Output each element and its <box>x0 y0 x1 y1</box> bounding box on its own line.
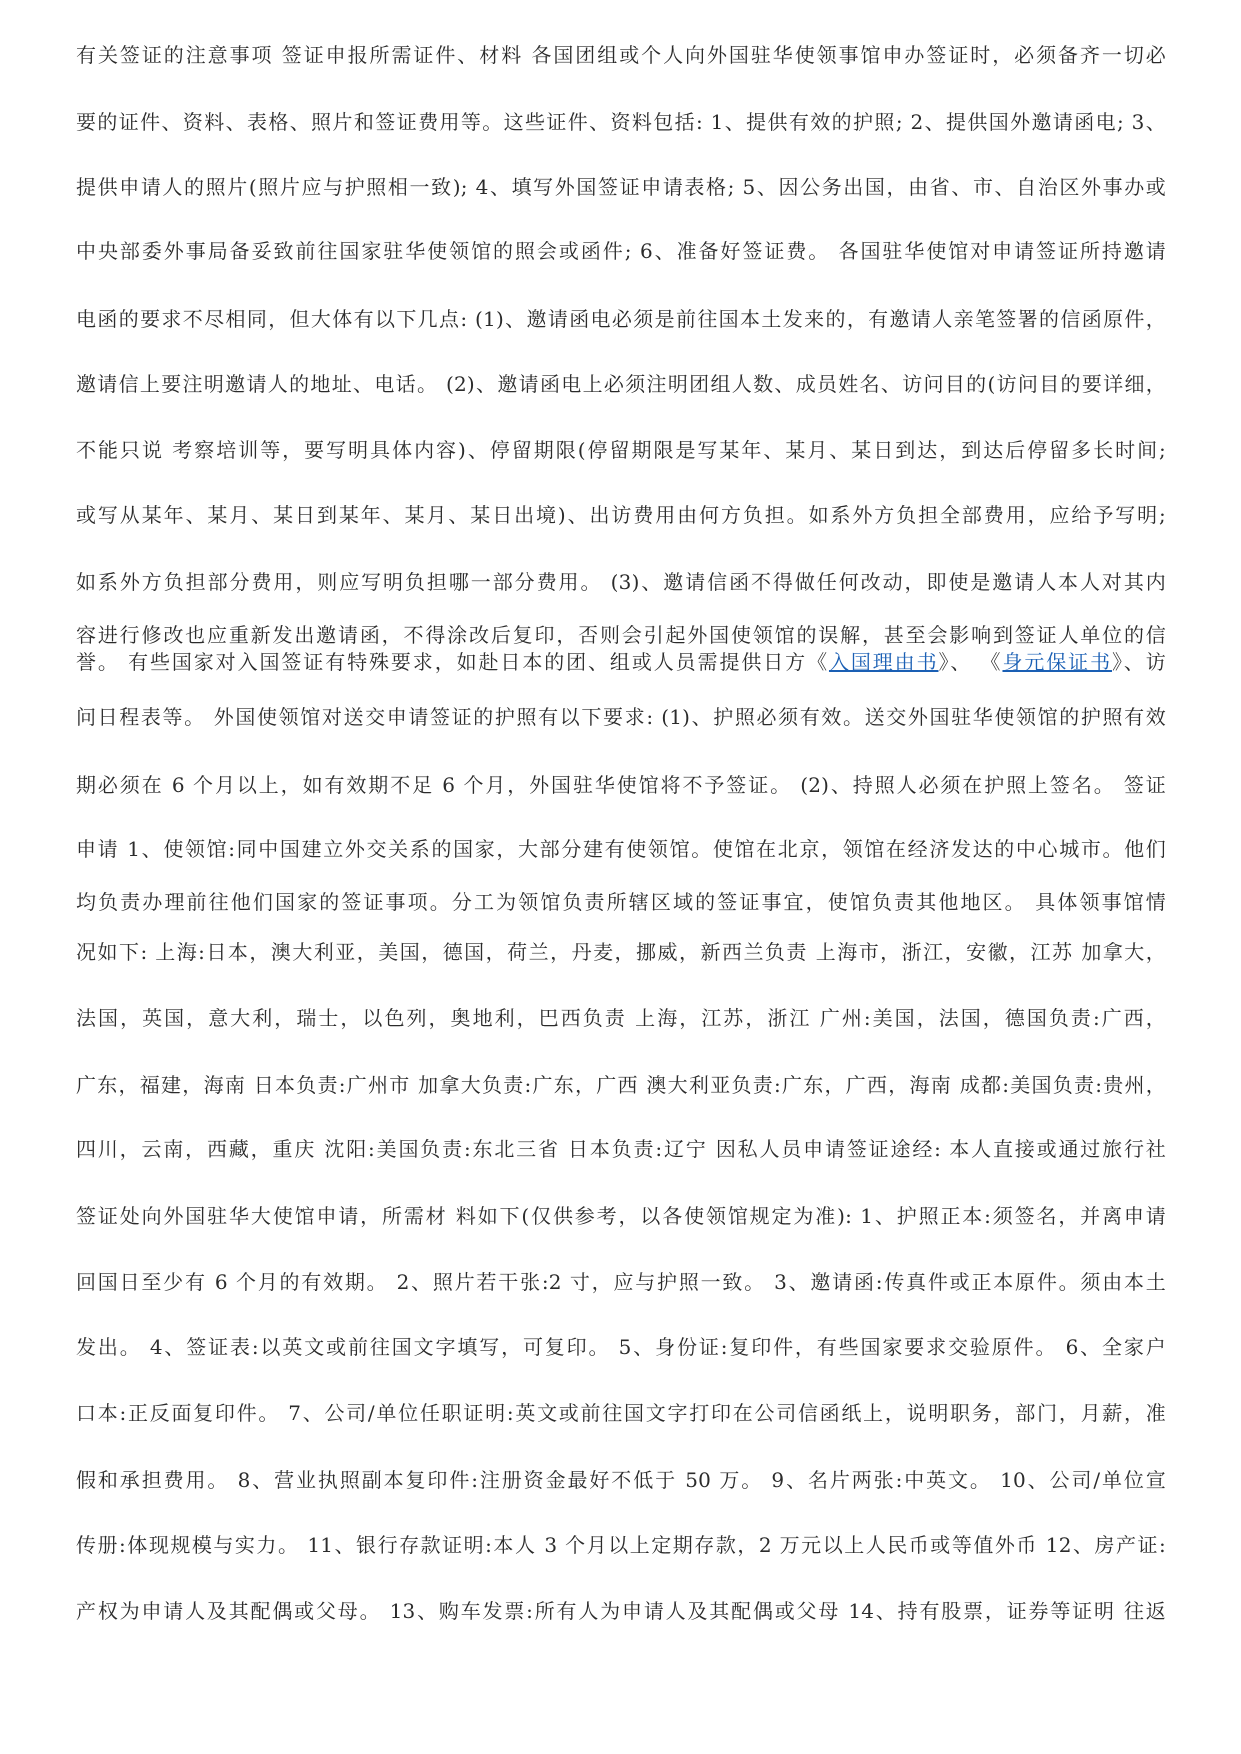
text-line: 申请 1、使领馆:同中国建立外交关系的国家，大部分建有使领馆。使馆在北京，领馆在经济发达的中心城市。他们 <box>76 837 1166 861</box>
text-line: 或写从某年、某月、某日到某年、某月、某日出境)、出访费用由何方负担。如系外方负担全部费用，应给予写明; <box>76 503 1166 527</box>
text-line: 四川，云南，西藏，重庆 沈阳:美国负责:东北三省 日本负责:辽宁 因私人员申请签证途经: 本人直接或通过旅行社 <box>76 1137 1166 1161</box>
text-line: 容进行修改也应重新发出邀请函，不得涂改后复印，否则会引起外国使领馆的误解，甚至会影响到签证人单位的信 <box>76 623 1166 647</box>
text-line: 口本:正反面复印件。 7、公司/单位任职证明:英文或前往国文字打印在公司信函纸上，说明职务，部门，月薪，准 <box>76 1401 1166 1425</box>
text-line: 问日程表等。 外国使领馆对送交申请签证的护照有以下要求: (1)、护照必须有效。送交外国驻华使领馆的护照有效 <box>76 705 1166 729</box>
text-segment: 》、访 <box>1111 650 1166 674</box>
text-line: 不能只说 考察培训等，要写明具体内容)、停留期限(停留期限是写某年、某月、某日到达，到达后停留多长时间; <box>76 438 1166 462</box>
text-line: 中央部委外事局备妥致前往国家驻华使领馆的照会或函件; 6、准备好签证费。 各国驻华使馆对申请签证所持邀请 <box>76 239 1166 263</box>
text-line: 回国日至少有 6 个月的有效期。 2、照片若干张:2 寸，应与护照一致。 3、邀请函:传真件或正本原件。须由本土 <box>76 1270 1166 1294</box>
text-line: 发出。 4、签证表:以英文或前往国文字填写，可复印。 5、身份证:复印件，有些国家要求交验原件。 6、全家户 <box>76 1335 1166 1359</box>
text-line: 法国，英国，意大利，瑞士，以色列，奥地利，巴西负责 上海，江苏，浙江 广州:美国，法国，德国负责:广西， <box>76 1006 1166 1030</box>
text-line: 邀请信上要注明邀请人的地址、电话。 (2)、邀请函电上必须注明团组人数、成员姓名、访问目的(访问目的要详细， <box>76 372 1166 396</box>
text-line: 要的证件、资料、表格、照片和签证费用等。这些证件、资料包括: 1、提供有效的护照; 2、提供国外邀请函电; 3、 <box>76 110 1166 134</box>
text-line: 如系外方负担部分费用，则应写明负担哪一部分费用。 (3)、邀请信函不得做任何改动，即使是邀请人本人对其内 <box>76 570 1166 594</box>
text-line: 有关签证的注意事项 签证申报所需证件、材料 各国团组或个人向外国驻华使领事馆申办签证时，必须备齐一切必 <box>76 43 1166 67</box>
text-line: 均负责办理前往他们国家的签证事项。分工为领馆负责所辖区域的签证事宜，使馆负责其他地区。 具体领事馆情 <box>76 890 1166 914</box>
text-line: 签证处向外国驻华大使馆申请，所需材 料如下(仅供参考，以各使领馆规定为准): 1、护照正本:须签名，并离申请 <box>76 1204 1166 1228</box>
text-line: 电函的要求不尽相同，但大体有以下几点: (1)、邀请函电必须是前往国本土发来的，有邀请人亲笔签署的信函原件， <box>76 307 1166 331</box>
link-shenyuan-baozhengshu[interactable]: 身元保证书 <box>1002 650 1112 674</box>
text-line: 假和承担费用。 8、营业执照副本复印件:注册资金最好不低于 50 万。 9、名片两张:中英文。 10、公司/单位宣 <box>76 1468 1166 1492</box>
link-rukoku-liyoushu[interactable]: 入国理由书 <box>828 650 939 674</box>
text-segment: 》、 《 <box>938 650 1003 674</box>
text-line: 产权为申请人及其配偶或父母。 13、购车发票:所有人为申请人及其配偶或父母 14、持有股票，证券等证明 往返 <box>76 1599 1166 1623</box>
text-line: 提供申请人的照片(照片应与护照相一致); 4、填写外国签证申请表格; 5、因公务出国，由省、市、自治区外事办或 <box>76 175 1166 199</box>
text-line-with-links <box>76 650 1166 674</box>
text-line: 况如下: 上海:日本，澳大利亚，美国，德国，荷兰，丹麦，挪威，新西兰负责 上海市，浙江，安徽，江苏 加拿大， <box>76 940 1166 964</box>
text-line: 传册:体现规模与实力。 11、银行存款证明:本人 3 个月以上定期存款，2 万元以上人民币或等值外币 12、房产证: <box>76 1533 1166 1557</box>
text-line: 期必须在 6 个月以上，如有效期不足 6 个月，外国驻华使馆将不予签证。 (2)、持照人必须在护照上签名。 签证 <box>76 773 1166 797</box>
text-segment: 誉。 有些国家对入国签证有特殊要求，如赴日本的团、组或人员需提供日方《 <box>76 650 829 674</box>
text-line: 广东，福建，海南 日本负责:广州市 加拿大负责:广东，广西 澳大利亚负责:广东，广西，海南 成都:美国负责:贵州， <box>76 1073 1166 1097</box>
